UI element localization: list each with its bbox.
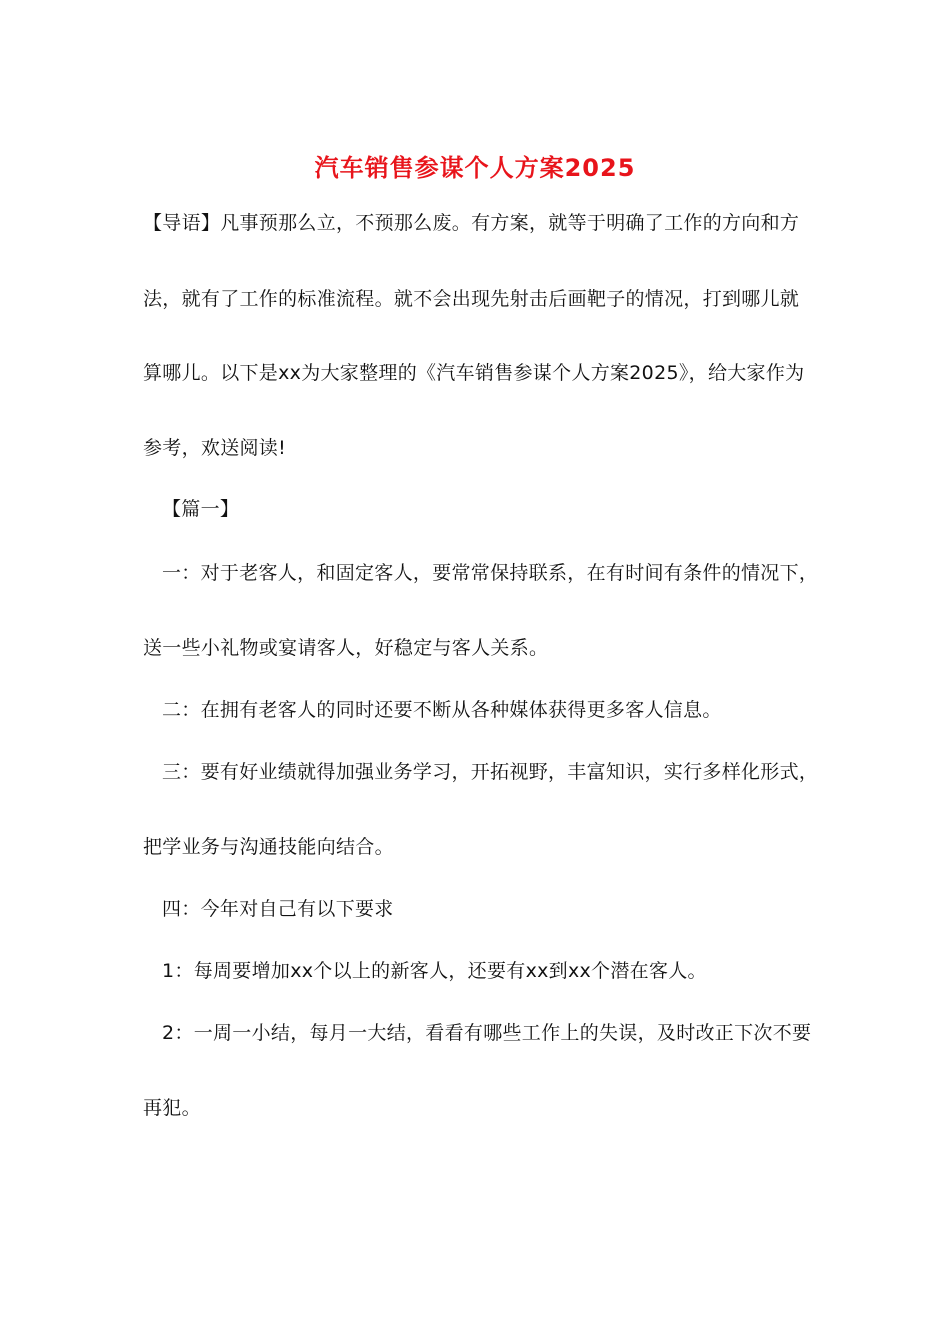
body-line-13: 2：一周一小结，每月一大结，看看有哪些工作上的失误，及时改正下次不要 — [162, 1022, 812, 1044]
document-title: 汽车销售参谋个人方案2025 — [314, 154, 636, 182]
body-line-14: 再犯。 — [143, 1097, 201, 1119]
body-line-12: 1：每周要增加xx个以上的新客人，还要有xx到xx个潜在客人。 — [162, 960, 707, 982]
body-line-8: 二：在拥有老客人的同时还要不断从各种媒体获得更多客人信息。 — [162, 699, 722, 721]
body-line-2: 法，就有了工作的标准流程。就不会出现先射击后画靶子的情况，打到哪儿就 — [143, 288, 800, 310]
body-line-4: 参考，欢送阅读! — [143, 437, 287, 459]
body-line-11: 四：今年对自己有以下要求 — [162, 898, 394, 920]
body-line-3: 算哪儿。以下是xx为大家整理的《汽车销售参谋个人方案2025》，给大家作为 — [143, 362, 805, 384]
body-line-7: 送一些小礼物或宴请客人，好稳定与客人关系。 — [143, 637, 549, 659]
body-line-1: 【导语】凡事预那么立，不预那么废。有方案，就等于明确了工作的方向和方 — [143, 212, 800, 234]
body-line-10: 把学业务与沟通技能向结合。 — [143, 836, 394, 858]
body-line-9: 三：要有好业绩就得加强业务学习，开拓视野，丰富知识，实行多样化形式， — [162, 761, 819, 783]
body-line-6: 一：对于老客人，和固定客人，要常常保持联系，在有时间有条件的情况下， — [162, 562, 819, 584]
section-heading: 【篇一】 — [162, 498, 240, 520]
